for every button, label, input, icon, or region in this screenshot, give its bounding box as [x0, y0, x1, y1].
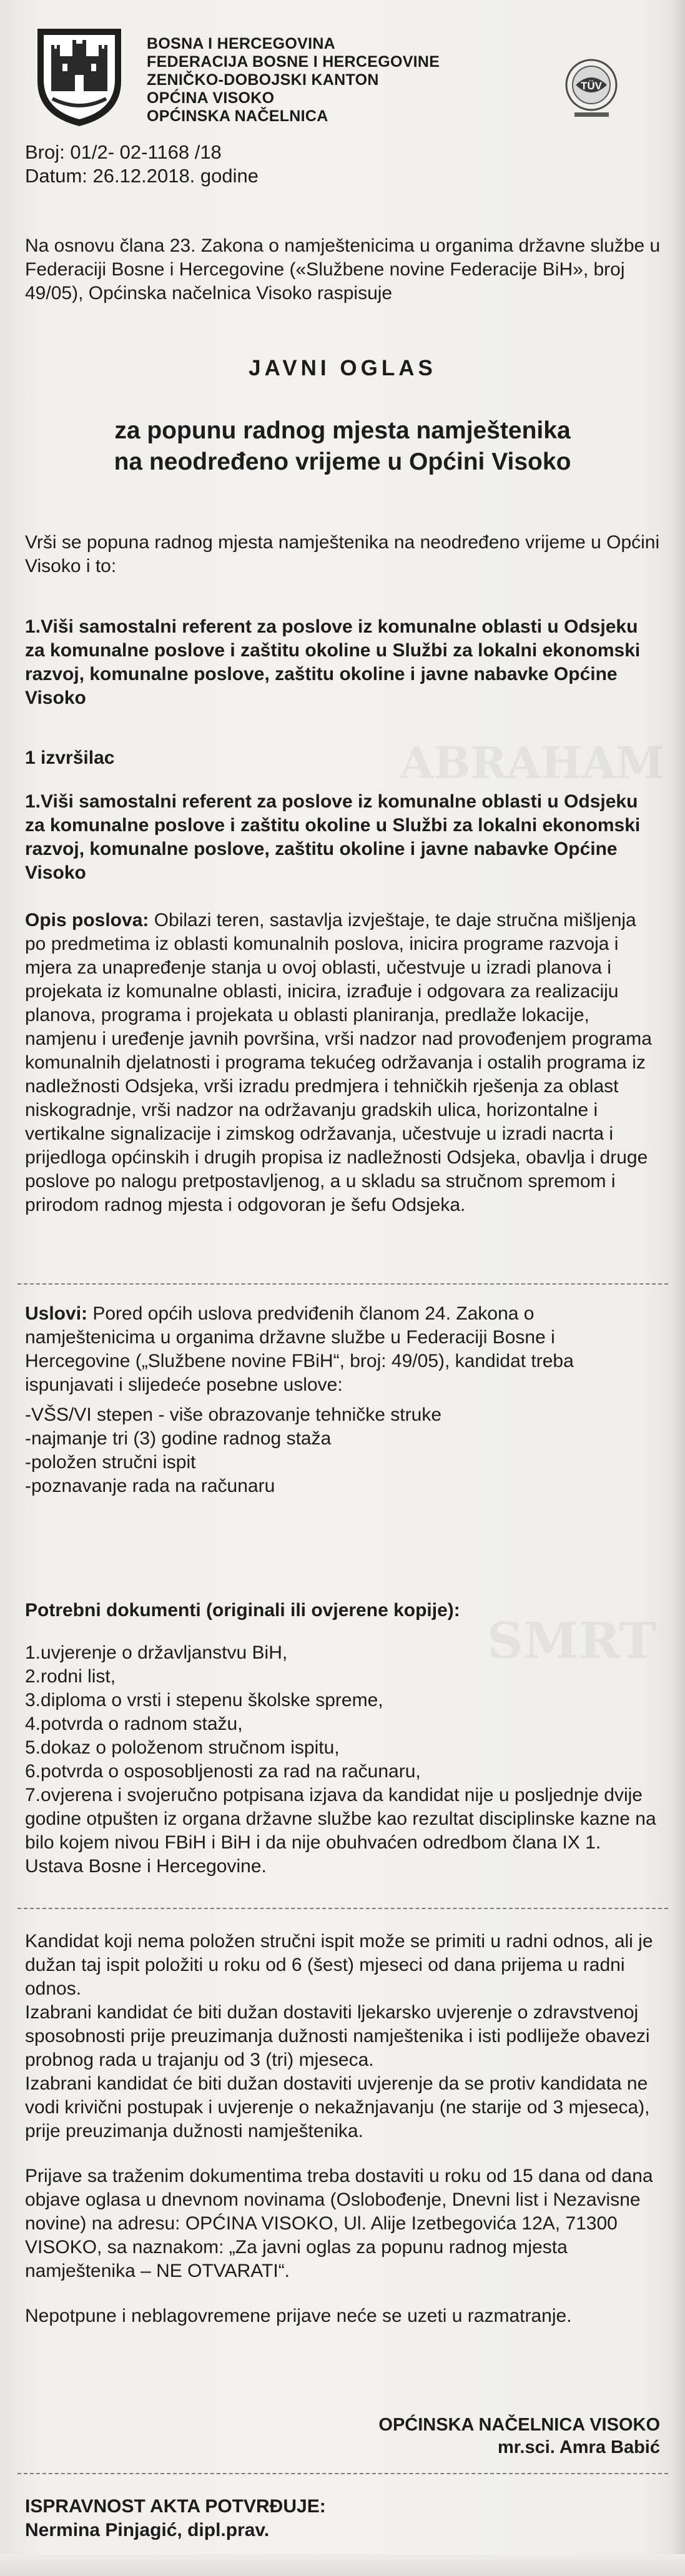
header-line-municipality: OPĆINA VISOKO — [147, 89, 275, 107]
document-item: 1.uvjerenje o državljanstvu BiH, — [25, 1642, 288, 1663]
condition-item: -položen stručni ispit — [25, 1452, 196, 1473]
seal-text: TÜV — [581, 80, 602, 92]
position-title: 1.Viši samostalni referent za poslove iz komunalne oblasti u Odsjeku za komunalne poslove i zaštitu okoline u Službi za lokalni ekonomski razvoj, komunalne poslove, zaštitu okoline i javne nabavke Općine Visoko — [25, 616, 641, 708]
certification-seal-icon — [562, 57, 621, 120]
job-description — [25, 909, 662, 1217]
section-divider — [17, 1908, 668, 1909]
certification-block — [25, 2495, 662, 2542]
documents-heading: Potrebni dokumenti (originali ili ovjerene kopije): — [25, 1600, 460, 1621]
additional-notes — [25, 1930, 662, 2328]
section-divider — [17, 1283, 668, 1285]
reference-block — [25, 141, 259, 188]
legal-basis-paragraph — [25, 234, 662, 305]
signatory-name: mr.sci. Amra Babić — [497, 2437, 660, 2457]
condition-item: -VŠS/VI stepen - više obrazovanje tehničke struke — [25, 1404, 442, 1425]
condition-item: -poznavanje rada na računaru — [25, 1476, 275, 1496]
header-line-federation: FEDERACIJA BOSNE I HERCEGOVINE — [147, 53, 440, 71]
intro-text: Na osnovu člana 23. Zakona o namještenicima u organima državne službe u Federaciji Bosne i Hercegovine («Službene novine Federacije BiH», broj 49/05), Općinska načelnica Visoko raspisuje — [25, 235, 661, 303]
note-exam: Kandidat koji nema položen stručni ispit može se primiti u radni odnos, ali je dužan taj ispit položiti u roku od 6 (šest) mjeseci od dana prijema u radni odnos. — [25, 1931, 653, 1999]
notice-title: JAVNI OGLAS — [249, 356, 436, 380]
header-line-country: BOSNA I HERCEGOVINA — [147, 35, 336, 52]
certification-label: ISPRAVNOST AKTA POTVRĐUJE: — [25, 2496, 326, 2517]
document-item: 2.rodni list, — [25, 1666, 116, 1687]
document-item: 7.ovjerena i svojeručno potpisana izjava da kandidat nije u posljednje dvije godine otpušten iz organa državne službe kao rezultat disciplinske kazne na bilo kojem nivou FBiH i BiH i da nije obuhvaćen odredbom člana IX 1. Ustava Bosne i Hercegovine. — [25, 1785, 656, 1877]
reference-date: Datum: 26.12.2018. godine — [25, 165, 259, 187]
requirements-block — [25, 1302, 662, 1498]
issuer-lines — [147, 35, 440, 126]
signature-block — [378, 2414, 660, 2459]
page-fold-shadow — [671, 0, 685, 2576]
lead-text: Vrši se popuna radnog mjesta namještenika na neodređeno vrijeme u Općini Visoko i to: — [25, 532, 660, 576]
executors-count — [25, 746, 662, 770]
page-bottom-edge — [0, 2554, 685, 2576]
certification-name: Nermina Pinjagić, dipl.prav. — [25, 2520, 270, 2540]
executors-text: 1 izvršilac — [25, 748, 115, 768]
note-incomplete: Nepotpune i neblagovremene prijave neće se uzeti u razmatranje. — [25, 2306, 572, 2326]
duties-label: Opis poslova: — [25, 910, 149, 930]
notice-subtitle — [0, 415, 685, 478]
document-item: 5.dokaz o položenom stručnom ispitu, — [25, 1737, 340, 1758]
required-documents — [25, 1599, 662, 1878]
position-repeat — [25, 790, 662, 885]
conditions-text: Pored općih uslova predviđenih članom 24. Zakona o namještenicima u organima državne službe u Federaciji Bosne i Hercegovine („Službene novine FBiH“, broj: 49/05), kandidat treba ispunjavati i slijedeće posebne uslove: — [25, 1303, 574, 1395]
position-heading — [25, 615, 662, 710]
condition-item: -najmanje tri (3) godine radnog staža — [25, 1428, 332, 1449]
section-divider — [17, 2473, 668, 2474]
conditions-label: Uslovi: — [25, 1303, 88, 1324]
header-line-office: OPĆINSKA NAČELNICA — [147, 107, 328, 125]
lead-paragraph — [25, 531, 662, 578]
document-item: 6.potvrda o osposobljenosti za rad na računaru, — [25, 1761, 421, 1782]
letterhead — [25, 25, 662, 131]
coat-of-arms-icon — [32, 25, 126, 128]
note-medical: Izabrani kandidat će biti dužan dostaviti ljekarsko uvjerenje o zdravstvenoj sposobnosti prije preuzimanja dužnosti namještenika i isti podliježe obavezi probnog rada u trajanju od 3 (tri) mjeseca. — [25, 2002, 650, 2070]
subtitle-line-1: za popunu radnog mjesta namještenika — [114, 417, 571, 444]
header-line-canton: ZENIČKO-DOBOJSKI KANTON — [147, 71, 379, 89]
duties-text: Obilazi teren, sastavlja izvještaje, te daje stručna mišljenja po predmetima iz oblasti komunalnih poslova, inicira programe razvoja i mjera za unapređenje stanja u ovoj oblasti, učestvuje u izradi planova i projekata iz komunalne oblasti, inicira, izrađuje i odgovara za realizaciju planova, programa i projekata u oblasti planiranja, predlaže lokacije, namjenu i uređenje javnih površina, vrši nadzor nad provođenjem programa komunalnih djelatnosti i programa tekućeg održavanja i ostalih programa iz nadležnosti Odsjeka, vrši izradu predmjera i tehničkih rješenja za oblast niskogradnje, vrši nadzor na održavanju gradskih ulica, horizontalne i vertikalne signalizacije i zimskog održavanja, učestvuje u izradi nacrta i prijedloga općinskih i drugih propisa iz nadležnosti Odsjeka, obavlja i druge poslove po nalogu pretpostavljenog, a u skladu sa stručnom spremom i prirodom radnog mjesta i odgovoran je šefu Odsjeka. — [25, 910, 652, 1215]
document-item: 4.potvrda o radnom stažu, — [25, 1714, 243, 1734]
signatory-office: OPĆINSKA NAČELNICA VISOKO — [378, 2415, 660, 2435]
subtitle-line-2: na neodređeno vrijeme u Općini Visoko — [114, 448, 571, 475]
position-title-repeat: 1.Viši samostalni referent za poslove iz komunalne oblasti u Odsjeku za komunalne poslove i zaštitu okoline u Službi za lokalni ekonomski razvoj, komunalne poslove, zaštitu okoline i javne nabavke Općine Visoko — [25, 791, 641, 883]
reference-number: Broj: 01/2- 02-1168 /18 — [25, 141, 222, 163]
note-application-address: Prijave sa traženim dokumentima treba dostaviti u roku od 15 dana od dana objave oglasa u dnevnom novinama (Oslobođenje, Dnevni list i Nezavisne novine) na adresu: OPĆINA VISOKO, Ul. Alije Izetbegovića 12A, 71300 VISOKO, sa naznakom: „Za javni oglas za popunu radnog mjesta namještenika – NE OTVARATI“. — [25, 2166, 653, 2281]
note-criminal-record: Izabrani kandidat će biti dužan dostaviti uvjerenje da se protiv kandidata ne vodi krivični postupak i uvjerenje o nekažnjavanju (ne starije od 3 mjeseca), prije preuzimanja dužnosti namještenika. — [25, 2073, 650, 2141]
document-item: 3.diploma o vrsti i stepenu školske spreme, — [25, 1690, 383, 1710]
